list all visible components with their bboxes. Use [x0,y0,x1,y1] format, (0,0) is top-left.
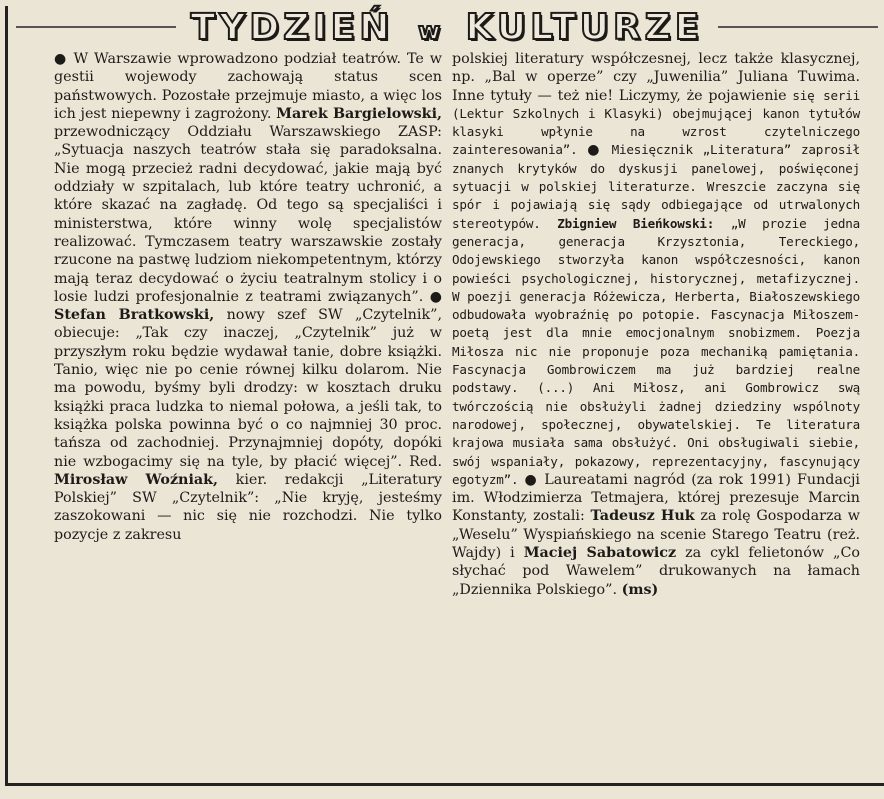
title-word-2: w [417,17,442,45]
text-run: się serii (Lektur Szkolnych i Klasyki) obejmującej kanon tytułów klasyki wpłynie na wzrost czytelniczego zainteresowania”. [452,87,860,158]
person-name: Maciej Sabatowicz [523,545,677,562]
text-run: kier. redakcji „Literatury Polskiej” SW „Czytelnik”: „Nie kryję, jesteśmy zaszokowani — nic się nie rozchodzi. Nie tylko pozycje z zakresu [54,471,442,543]
text-run: nowy szef SW „Czytelnik”, obiecuje: „Tak czy inaczej, „Czytelnik” już w przyszłym roku będzie wydawał tanie, dobre książki. Tanio, więc nie po cenie równej kilku dolarom. Nie ma powodu, byśmy byli drodzy: w kosztach druku książki praca ludzka to niemal połowa, a jeśli tak, to książka polska powinna być o co najmniej 30 proc. tańsza od zachodniej. Przynajmniej dopóty, dopóki nie wzbogacimy się na tyle, by płacić więcej”. Red. [54,307,442,470]
person-name: Zbigniew Bieńkowski: [557,215,715,231]
person-name: Tadeusz Huk [590,508,695,525]
title-word-3: KULTURZE [465,7,704,48]
paragraph-left [54,50,442,544]
person-name: Mirosław Woźniak, [54,471,219,488]
frame-left-rule [5,6,8,786]
text-run: „W prozie jedna generacja, generacja Krzysztonia, Tereckiego, Odojewskiego stworzyła kanon współczesności, kanon powieści psychologicznej, historycznej, metafizycznej. W poezji generacja Różewicza, Herberta, Białoszewskiego odbudowała wyobraźnię po potopie. Fascynacja Miłoszem-poetą jest dla mnie emocjonalnym snobizmem. Poezja Miłosza nic nie proponuje poza mechaniką pamiętania. Fascynacja Gombrowiczem ma już bardziej realne podstawy. (...) Ani Miłosz, ani Gombrowicz swą twórczością nie obsłużyli żadnej dziedziny wspólnoty narodowej, społecznej, obywatelskiej. Te literatura krajowa musiała sama obsłużyć. Oni obsługiwali siebie, swój wspaniały, pokazowy, reprezentacyjny, fascynujący egotyzm”. [452,215,860,487]
bullet-icon: ● [524,471,539,488]
text-run: W Warszawie wprowadzono podział teatrów. Te w gestii wojewody zachowają status scen państwowych. Pozostałe przejmuje miasto, a więc los ich jest niepewny i zagrożony. [54,51,443,122]
text-run: za cykl felietonów „Co słychać pod Wawelem” drukowanych na łamach „Dziennika Polskiego”. [452,545,860,598]
text-run: polskiej literatury współczesnej, lecz także klasycznej, np. „Bal w operze” czy „Juwenilia” Juliana Tuwima. Inne tytuły — też nie! Liczymy, że pojawienie [452,51,860,104]
frame-bottom-rule [5,783,884,786]
section-title [191,8,704,51]
text-run: Laureatami nagród (za rok 1991) Fundacji im. Włodzimierza Tetmajera, której prezesuje Marcin Konstanty, zostali: [452,471,860,525]
text-run: przewodniczący Oddziału Warszawskiego ZASP: „Sytuacja naszych teatrów stała się paradoksalna. Nie mogą przecież radni decydować, jakie mają być oddziały w szpitalach, lub które teatry uchronić, a które skazać na zagładę. Od tego są specjaliści i ministerstwa, które winny wolę specjalistów realizować. Tymczasem teatry warszawskie zostały rzucone na pastwę ludziom niekompetentnym, którzy mają teraz decydować o życiu teatralnym stolicy i o losie ludzi profesjonalnie z teatrami związanych”. [54,124,442,305]
bullet-icon: ● [429,288,442,305]
text-run: za rolę Gospodarza w „Weselu” Wyspiańskiego na scenie Starego Teatru (reż. Wajdy) i [452,508,860,562]
header-rule-left [16,26,176,28]
person-name: Stefan Bratkowski, [54,307,215,324]
text-run: Miesięcznik „Literatura” zaprosił znanych krytyków do dyskusji panelowej, poświęconej sytuacji w polskiej literaturze. Wreszcie zaczyna się spór i pojawiają się sądy odbiegające od utrwalonych stereotypów. [452,142,861,231]
title-word-1: TYDZIEŃ [190,7,394,48]
section-header [10,4,884,48]
person-name: Marek Bargielowski, [276,105,442,122]
text-column-left [54,50,442,544]
text-column-right [452,50,860,599]
bullet-icon: ● [54,51,68,67]
bullet-icon: ● [587,142,602,159]
paragraph-right-continuation [452,50,860,599]
author-signature: (ms) [621,581,659,598]
header-rule-right [718,26,878,28]
